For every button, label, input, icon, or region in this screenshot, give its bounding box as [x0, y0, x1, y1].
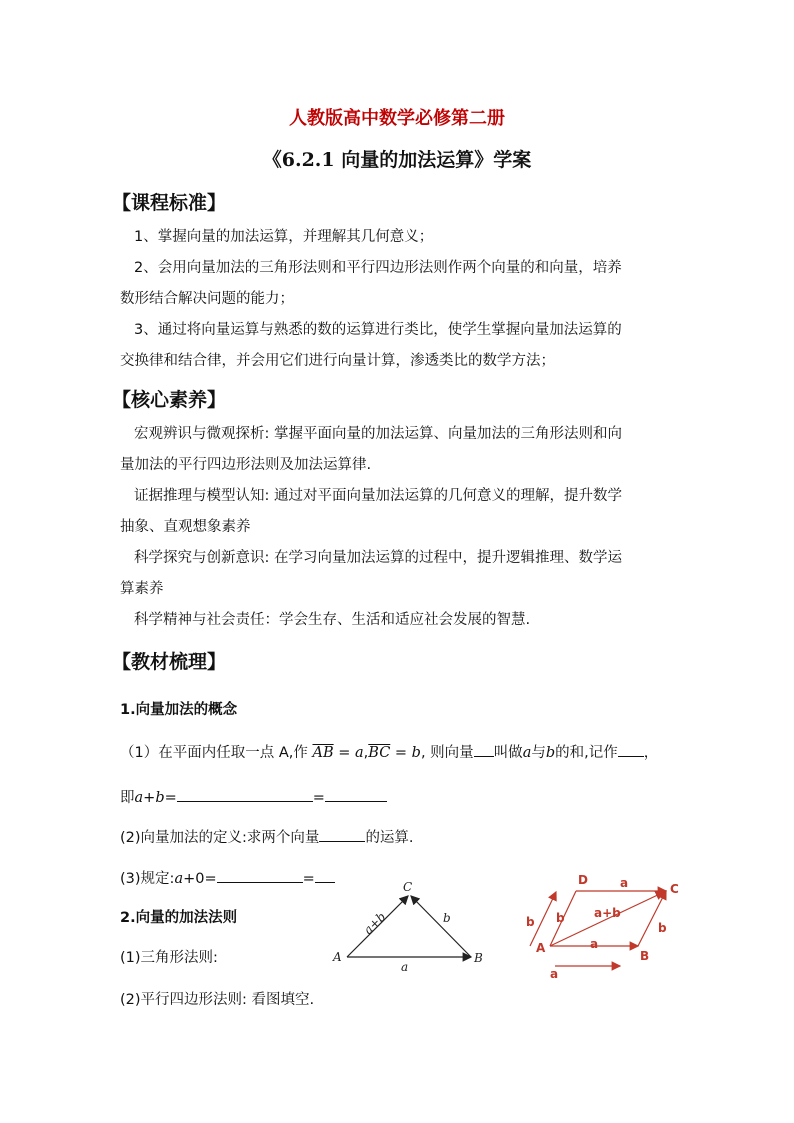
para-label-b-right: b: [658, 921, 667, 935]
concept-q1-cont: [120, 786, 387, 807]
triangle-edge-bc: [411, 896, 471, 957]
q3-text-a: (3)规定:: [120, 871, 175, 887]
q2-text-b: 的运算.: [365, 830, 414, 846]
q1-text-c: 叫做: [493, 745, 523, 761]
q1-text-a: （1）在平面内任取一点 A,作: [120, 745, 308, 761]
blank-sum-vector[interactable]: [474, 742, 494, 757]
q2-text-a: (2)向量加法的定义:求两个向量: [120, 830, 320, 846]
para-edge-bc: [638, 891, 666, 946]
para-label-a-point: A: [536, 941, 546, 955]
concept-q3: [120, 867, 335, 888]
lesson-title: 《6.2.1 向量的加法运算》学案: [262, 149, 532, 171]
triangle-label-a-point: A: [333, 950, 342, 964]
standards-item-3: 3、通过将向量运算与熟悉的数的运算进行类比，使学生掌握向量加法运算的: [134, 322, 622, 338]
book-title: 人教版高中数学必修第二册: [289, 108, 505, 129]
triangle-label-b: b: [443, 911, 451, 925]
triangle-label-b-point: B: [474, 951, 483, 965]
q1-comma: ,: [363, 745, 369, 761]
q1-eq-b: =: [390, 745, 412, 761]
literacy-item-4: 科学精神与社会责任：学会生存、生活和适应社会发展的智慧.: [134, 612, 531, 628]
concept-heading: 1.向量加法的概念: [120, 702, 238, 718]
vector-b-3: b: [155, 790, 165, 806]
triangle-label-ab: a+b: [360, 909, 389, 938]
blank-sum-2[interactable]: [325, 787, 387, 802]
blank-notation[interactable]: [618, 742, 644, 757]
rule-triangle: (1)三角形法则:: [120, 950, 218, 966]
vector-a-3: a: [134, 790, 144, 806]
q3-eq: =: [302, 871, 315, 887]
q1-yu: 与: [531, 745, 546, 761]
para-label-a-bottom: a: [550, 967, 559, 981]
q1-eq: =: [164, 790, 177, 806]
para-label-a-mid: a: [590, 937, 599, 951]
q1-ji: 即: [120, 790, 135, 806]
literacy-item-1: 宏观辨识与微观探析: 掌握平面向量的加法运算、向量加法的三角形法则和向: [134, 426, 622, 442]
blank-rule-1[interactable]: [217, 868, 303, 883]
vector-bc: $\overline{BC}$: [368, 745, 391, 761]
triangle-label-c-point: C: [403, 880, 413, 894]
triangle-figure: [325, 875, 495, 975]
standards-list: [120, 222, 680, 377]
vector-a: a: [355, 745, 364, 761]
section-textbook: 【教材梳理】: [112, 651, 227, 673]
para-label-b-inner: b: [556, 911, 565, 925]
q1-text-e: ，: [643, 745, 659, 761]
blank-definition[interactable]: [319, 827, 365, 842]
vector-b: b: [411, 745, 421, 761]
literacy-item-3-cont: 算素养: [120, 581, 164, 597]
standards-item-2-cont: 数形结合解决问题的能力；: [120, 291, 294, 307]
literacy-list: [120, 419, 680, 636]
para-label-b-point: B: [640, 949, 650, 963]
para-label-ab: a+b: [594, 906, 621, 920]
standards-item-3-cont: 交换律和结合律，并会用它们进行向量计算，渗透类比的数学方法；: [120, 353, 555, 369]
vector-ab: $\overline{AB}$: [312, 745, 334, 761]
literacy-item-1-cont: 量加法的平行四边形法则及加法运算律.: [120, 457, 372, 473]
q1-plus: +: [143, 790, 156, 806]
literacy-item-2-cont: 抽象、直观想象素养: [120, 519, 251, 535]
triangle-label-a: a: [401, 960, 409, 974]
q1-eq-2: =: [312, 790, 325, 806]
parallelogram-figure: [520, 870, 690, 980]
concept-q2: [120, 826, 414, 847]
literacy-item-2: 证据推理与模型认知: 通过对平面向量加法运算的几何意义的理解，提升数学: [134, 488, 622, 504]
section-standards: 【课程标准】: [112, 192, 227, 214]
para-label-c-point: C: [670, 882, 679, 896]
q1-text-b: , 则向量: [420, 745, 474, 761]
standards-item-2: 2、会用向量加法的三角形法则和平行四边形法则作两个向量的和向量，培养: [134, 260, 622, 276]
rule-parallelogram: (2)平行四边形法则: 看图填空.: [120, 992, 315, 1008]
para-label-a-top: a: [620, 876, 629, 890]
vector-b-2: b: [545, 745, 556, 761]
para-label-d-point: D: [578, 873, 588, 887]
rules-heading: 2.向量的加法法则: [120, 910, 238, 926]
q3-zero: +0=: [183, 871, 217, 887]
blank-sum-1[interactable]: [177, 787, 313, 802]
vector-a-2: a: [522, 745, 532, 761]
literacy-item-3: 科学探究与创新意识: 在学习向量加法运算的过程中，提升逻辑推理、数学运: [134, 550, 622, 566]
q1-eq-a: =: [333, 745, 355, 761]
q1-text-d: 的和,记作: [555, 745, 618, 761]
para-label-b-left: b: [526, 915, 535, 929]
concept-q1: [120, 741, 658, 762]
section-literacy: 【核心素养】: [112, 389, 227, 411]
standards-item-1: 1、掌握向量的加法运算，并理解其几何意义；: [134, 229, 434, 245]
vector-a-4: a: [174, 871, 184, 887]
